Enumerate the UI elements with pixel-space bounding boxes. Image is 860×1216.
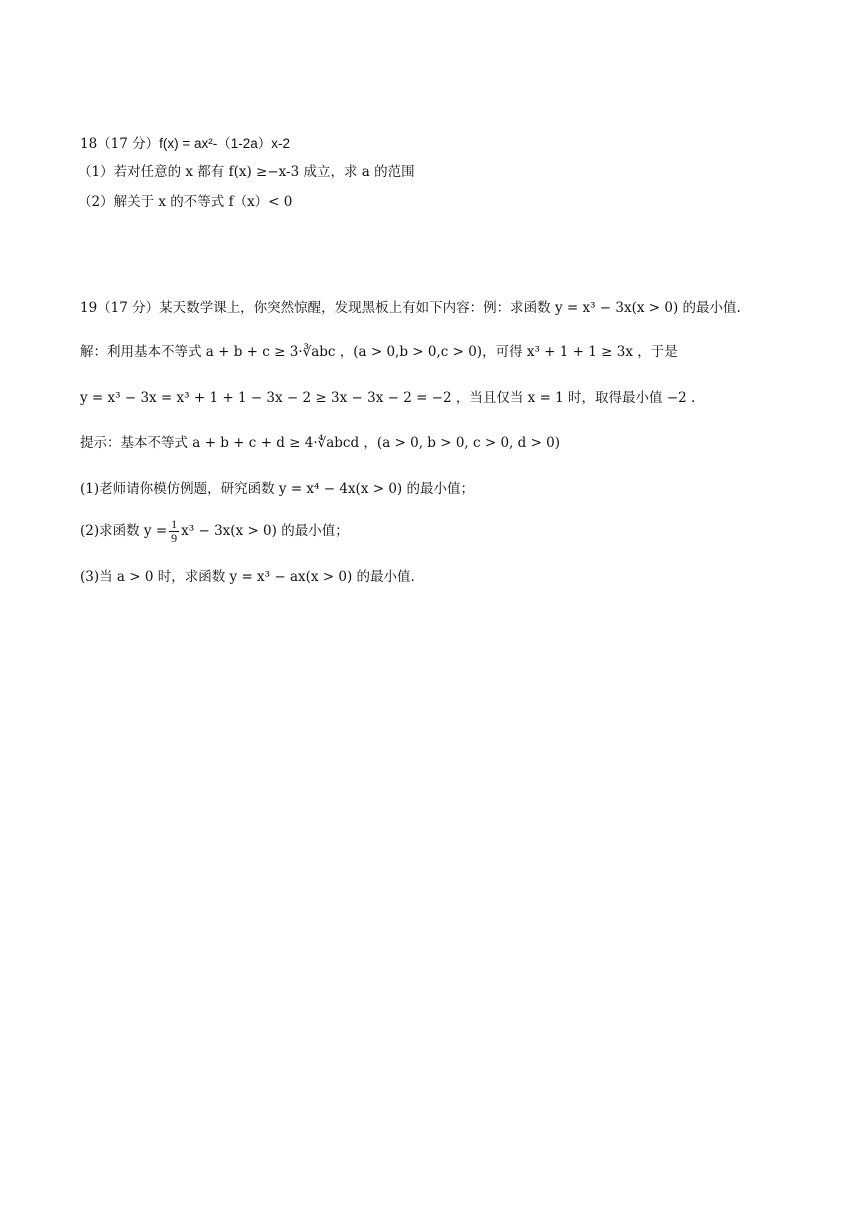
q19-solution-line2: y = x³ − 3x = x³ + 1 + 1 − 3x − 2 ≥ 3x − 3x − 2 = −2 ，当且仅当 x = 1 时，取得最小值 −2 . [80,390,696,406]
q19-part2-suffix: x³ − 3x(x > 0) 的最小值； [181,523,349,539]
q18-title-formula: f(x) = ax²-（1-2a）x-2 [159,136,291,151]
one-ninth-fraction [169,518,179,545]
q18-title [80,134,290,154]
q19-part2-prefix: (2)求函数 y = [80,523,168,539]
q19-solution-line1: 解：利用基本不等式 a + b + c ≥ 3·∛abc ，(a > 0,b > 0,c > 0)，可得 x³ + 1 + 1 ≥ 3x ，于是 [80,344,678,360]
fraction-numerator: 1 [171,517,178,531]
q19-part2 [80,516,349,546]
q19-hint: 提示：基本不等式 a + b + c + d ≥ 4·∜abcd ，(a > 0, b > 0, c > 0, d > 0) [80,435,561,451]
q18-title-prefix: 18（17 分） [80,136,160,152]
fraction-denominator: 9 [171,531,178,545]
q19-intro: 19（17 分）某天数学课上，你突然惊醒，发现黑板上有如下内容：例：求函数 y = x³ − 3x(x > 0) 的最小值. [80,300,741,316]
q19-part1: (1)老师请你模仿例题，研究函数 y = x⁴ − 4x(x > 0) 的最小值； [80,481,474,497]
q18-part1: （1）若对任意的 x 都有 f(x) ≥−x-3 成立，求 a 的范围 [78,164,415,180]
q19-part3: (3)当 a > 0 时，求函数 y = x³ − ax(x > 0) 的最小值. [80,569,415,585]
q18-part2: （2）解关于 x 的不等式 f（x）< 0 [78,194,293,210]
